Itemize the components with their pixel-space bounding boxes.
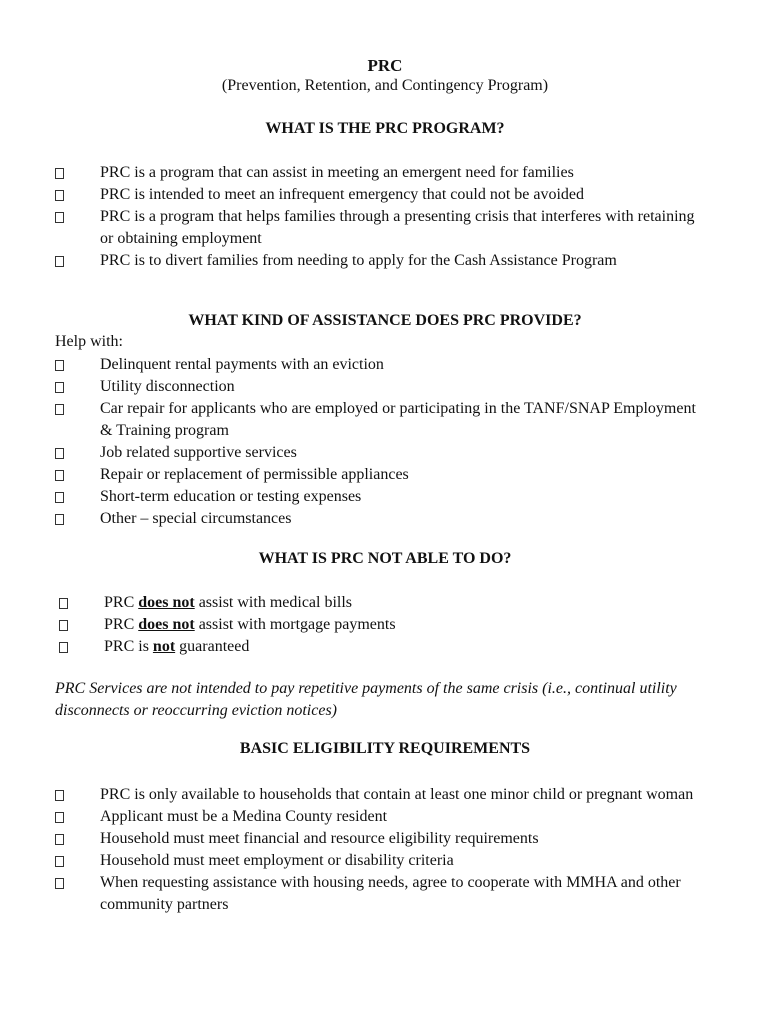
section-heading-assistance: WHAT KIND OF ASSISTANCE DOES PRC PROVIDE? bbox=[188, 312, 582, 329]
list-item: PRC does not assist with medical bills bbox=[59, 592, 709, 614]
checkbox-icon bbox=[55, 256, 64, 267]
list-item: Short-term education or testing expenses bbox=[55, 486, 705, 508]
list-item: Other – special circumstances bbox=[55, 508, 705, 530]
list-item: Applicant must be a Medina County resident bbox=[55, 806, 715, 828]
not-able-list bbox=[59, 592, 709, 658]
checkbox-icon bbox=[55, 790, 64, 801]
document-title: PRC bbox=[367, 56, 403, 75]
list-item: PRC is not guaranteed bbox=[59, 636, 709, 658]
checkbox-icon bbox=[55, 190, 64, 201]
list-item: PRC does not assist with mortgage payments bbox=[59, 614, 709, 636]
document-subtitle: (Prevention, Retention, and Contingency Program) bbox=[221, 77, 549, 94]
list-item: PRC is a program that can assist in meeting an emergent need for families bbox=[55, 162, 705, 184]
section-heading-eligibility: BASIC ELIGIBILITY REQUIREMENTS bbox=[239, 740, 531, 757]
checkbox-icon bbox=[55, 834, 64, 845]
list-item: Delinquent rental payments with an eviction bbox=[55, 354, 705, 376]
checkbox-icon bbox=[59, 598, 68, 609]
checkbox-icon bbox=[55, 382, 64, 393]
emphasis-text: does not bbox=[138, 594, 195, 611]
list-item: Job related supportive services bbox=[55, 442, 705, 464]
help-with-label: Help with: bbox=[55, 333, 123, 350]
list-item: When requesting assistance with housing needs, agree to cooperate with MMHA and other community partners bbox=[55, 872, 715, 916]
list-item: PRC is a program that helps families through a presenting crisis that interferes with retaining or obtaining employment bbox=[55, 206, 705, 250]
section-heading-not-able: WHAT IS PRC NOT ABLE TO DO? bbox=[258, 550, 512, 567]
assistance-list bbox=[55, 354, 705, 530]
list-item: Repair or replacement of permissible appliances bbox=[55, 464, 705, 486]
checkbox-icon bbox=[55, 856, 64, 867]
checkbox-icon bbox=[59, 642, 68, 653]
checkbox-icon bbox=[55, 514, 64, 525]
section-heading-what-is: WHAT IS THE PRC PROGRAM? bbox=[265, 120, 505, 137]
list-item: Car repair for applicants who are employed or participating in the TANF/SNAP Employment & Training program bbox=[55, 398, 705, 442]
list-item: Household must meet employment or disability criteria bbox=[55, 850, 715, 872]
list-item: Household must meet financial and resource eligibility requirements bbox=[55, 828, 715, 850]
checkbox-icon bbox=[55, 470, 64, 481]
emphasis-text: does not bbox=[138, 616, 195, 633]
what-is-list bbox=[55, 162, 705, 272]
eligibility-list bbox=[55, 784, 715, 916]
checkbox-icon bbox=[59, 620, 68, 631]
list-item: PRC is intended to meet an infrequent emergency that could not be avoided bbox=[55, 184, 705, 206]
emphasis-text: not bbox=[152, 638, 176, 655]
checkbox-icon bbox=[55, 812, 64, 823]
list-item: PRC is only available to households that contain at least one minor child or pregnant woman bbox=[55, 784, 715, 806]
checkbox-icon bbox=[55, 212, 64, 223]
list-item: PRC is to divert families from needing to apply for the Cash Assistance Program bbox=[55, 250, 705, 272]
checkbox-icon bbox=[55, 878, 64, 889]
italic-note: PRC Services are not intended to pay repetitive payments of the same crisis (i.e., continual utility disconnects or reoccurring eviction notices) bbox=[55, 680, 677, 719]
checkbox-icon bbox=[55, 448, 64, 459]
list-item: Utility disconnection bbox=[55, 376, 705, 398]
checkbox-icon bbox=[55, 492, 64, 503]
checkbox-icon bbox=[55, 168, 64, 179]
checkbox-icon bbox=[55, 360, 64, 371]
checkbox-icon bbox=[55, 404, 64, 415]
